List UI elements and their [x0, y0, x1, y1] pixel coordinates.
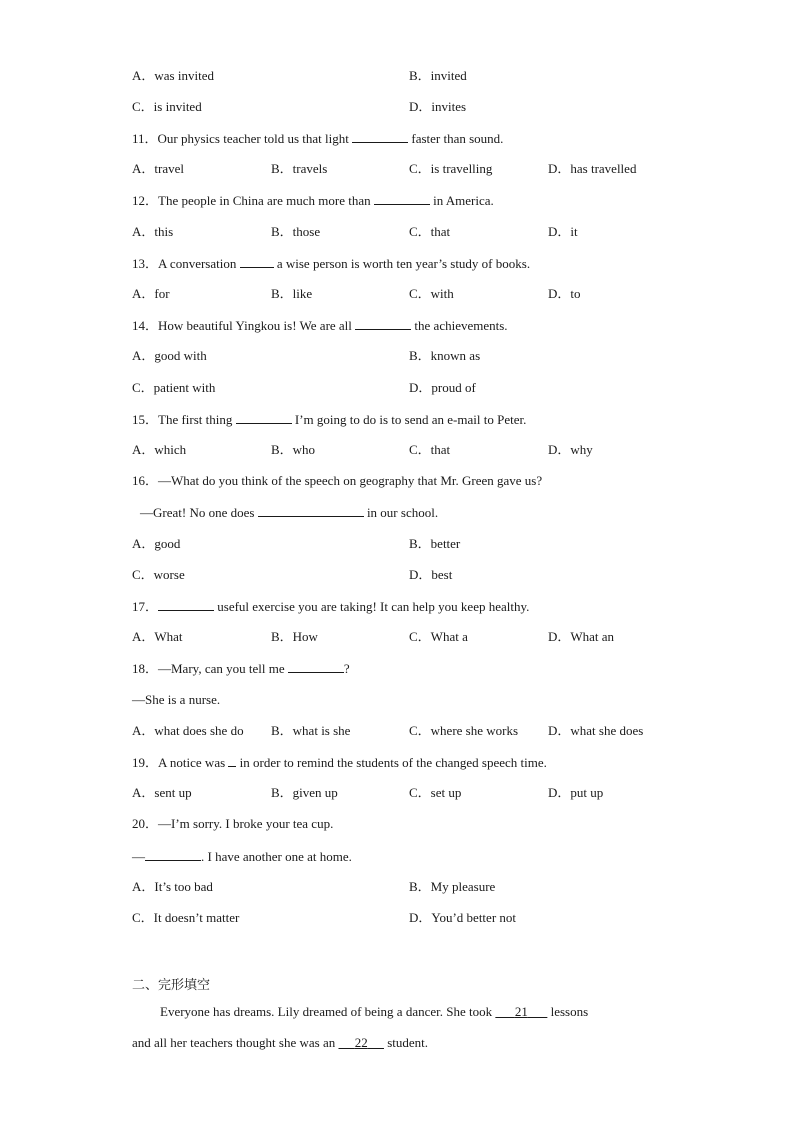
q16-stem: 16．—What do you think of the speech on geography that Mr. Green gave us?: [132, 473, 543, 488]
q17-blank: [158, 598, 214, 611]
q11-option-a: A．travel: [132, 161, 184, 176]
q20-reply: — . I have another one at home.: [132, 849, 352, 864]
q19-option-c: C．set up: [409, 785, 462, 800]
q14-option-a: A．good with: [132, 348, 207, 363]
q13-blank: [240, 255, 274, 268]
q20-option-d: D．You’d better not: [409, 910, 517, 925]
q13-stem: 13．A conversation a wise person is worth ten year’s study of books.: [132, 256, 531, 271]
q14-option-d: D．proud of: [409, 380, 476, 395]
q12-option-a: A．this: [132, 224, 174, 239]
q18-blank: [288, 660, 344, 673]
passage-line-1: Everyone has dreams. Lily dreamed of being a dancer. She took 21 lessons: [160, 1004, 589, 1019]
blank-21: 21: [514, 1004, 528, 1019]
q19-option-a: A．sent up: [132, 785, 192, 800]
q19-stem: 19．A notice was in order to remind the students of the changed speech time.: [132, 755, 547, 770]
q15-option-a: A．which: [132, 442, 187, 457]
q13-option-b: B．like: [271, 286, 313, 301]
q19-option-d: D．put up: [548, 785, 604, 800]
q13-option-d: D．to: [548, 286, 581, 301]
q20-stem: 20．—I’m sorry. I broke your tea cup.: [132, 816, 334, 831]
q12-option-c: C．that: [409, 224, 451, 239]
blank-22: 22: [354, 1035, 368, 1050]
q20-option-c: C．It doesn’t matter: [132, 910, 240, 925]
q13-option-a: A．for: [132, 286, 170, 301]
q17-option-b: B．How: [271, 629, 318, 644]
q15-option-d: D．why: [548, 442, 593, 457]
q18-reply: —She is a nurse.: [132, 692, 221, 707]
q16-option-c: C．worse: [132, 567, 185, 582]
q17-option-d: D．What an: [548, 629, 615, 644]
q10-option-c: C．is invited: [132, 99, 202, 114]
q13-option-c: C．with: [409, 286, 454, 301]
q14-option-c: C．patient with: [132, 380, 216, 395]
q15-option-c: C．that: [409, 442, 451, 457]
q17-stem: 17． useful exercise you are taking! It can help you keep healthy.: [132, 599, 530, 614]
q15-stem: 15．The first thing I’m going to do is to send an e-mail to Peter.: [132, 412, 527, 427]
q18-option-b: B．what is she: [271, 723, 351, 738]
q12-option-d: D．it: [548, 224, 578, 239]
q12-option-b: B．those: [271, 224, 321, 239]
q17-option-c: C．What a: [409, 629, 468, 644]
q10-option-a: A．was invited: [132, 68, 214, 83]
q12-blank: [374, 192, 430, 205]
q16-reply: —Great! No one does in our school.: [140, 505, 439, 520]
q16-option-b: B．better: [409, 536, 461, 551]
q14-stem: 14．How beautiful Yingkou is! We are all the achievements.: [132, 318, 508, 333]
q12-stem: 12．The people in China are much more than in America.: [132, 193, 494, 208]
q18-stem: 18．—Mary, can you tell me ?: [132, 661, 350, 676]
q14-blank: [355, 317, 411, 330]
q18-option-a: A．what does she do: [132, 723, 244, 738]
q20-blank: [145, 848, 201, 861]
section-heading: 二、完形填空: [132, 978, 211, 993]
q14-option-b: B．known as: [409, 348, 481, 363]
q11-option-d: D．has travelled: [548, 161, 637, 176]
q15-blank: [236, 411, 292, 424]
q17-option-a: A．What: [132, 629, 183, 644]
q10-option-b: B．invited: [409, 68, 467, 83]
q19-option-b: B．given up: [271, 785, 338, 800]
q11-option-b: B．travels: [271, 161, 328, 176]
q18-option-d: D．what she does: [548, 723, 644, 738]
q11-option-c: C．is travelling: [409, 161, 493, 176]
q20-option-b: B．My pleasure: [409, 879, 496, 894]
q16-option-d: D．best: [409, 567, 453, 582]
passage-line-2: and all her teachers thought she was an 22 student.: [132, 1035, 429, 1050]
q10-option-d: D．invites: [409, 99, 467, 114]
q16-blank: [258, 504, 364, 517]
q11-blank: [352, 130, 408, 143]
q18-option-c: C．where she works: [409, 723, 519, 738]
q16-option-a: A．good: [132, 536, 181, 551]
q15-option-b: B．who: [271, 442, 316, 457]
q11-stem: 11．Our physics teacher told us that light faster than sound.: [132, 131, 504, 146]
q20-option-a: A．It’s too bad: [132, 879, 213, 894]
